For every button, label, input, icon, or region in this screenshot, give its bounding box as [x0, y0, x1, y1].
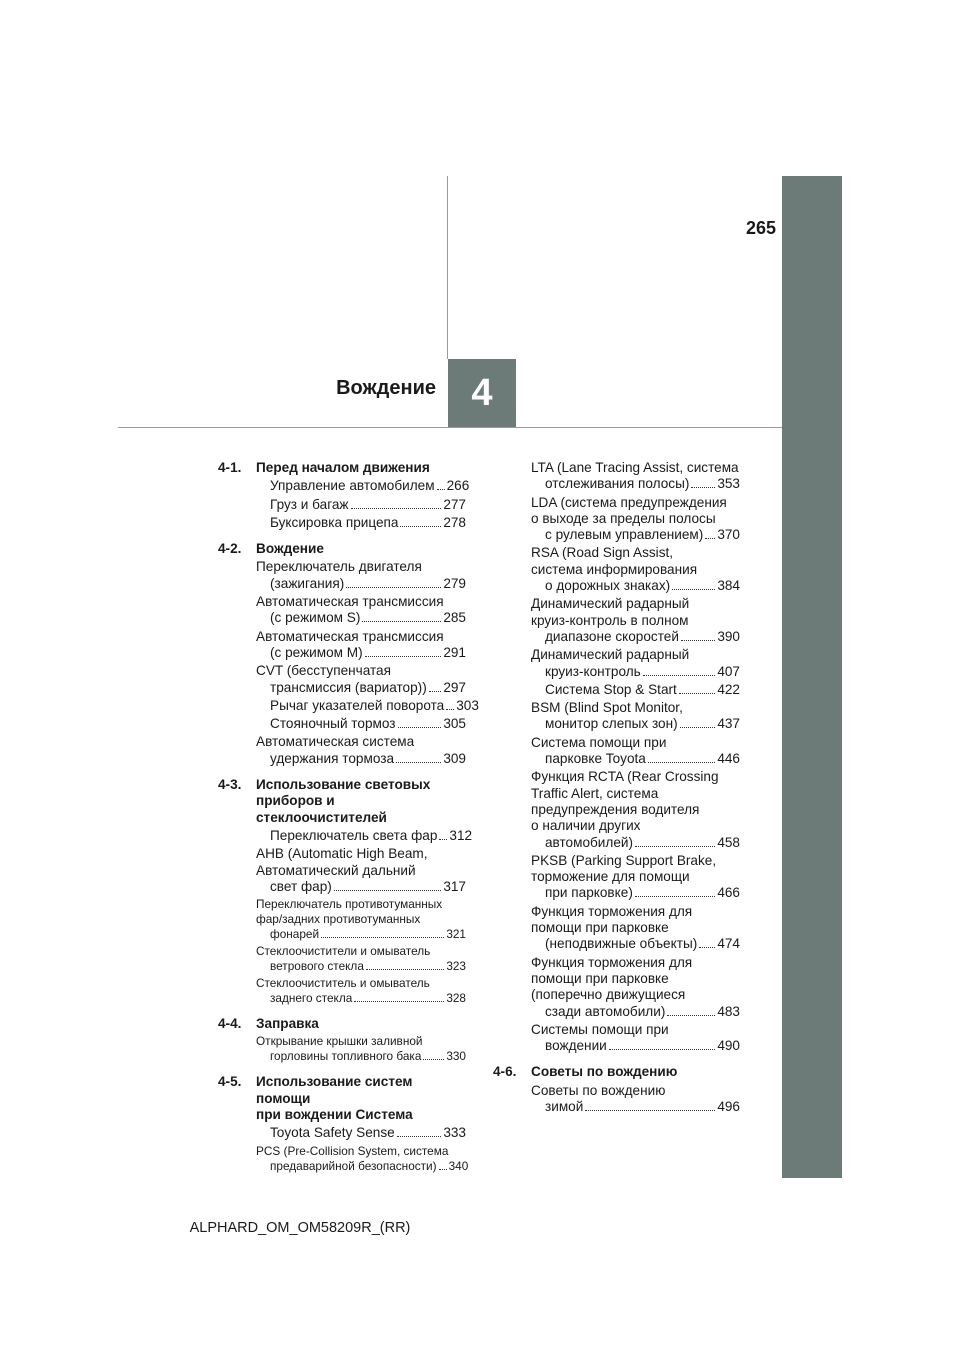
- toc-entry[interactable]: [256, 1125, 466, 1141]
- section-number: 4-3.: [218, 777, 242, 793]
- toc-page-number: 278: [443, 514, 466, 530]
- dot-leader: [585, 1110, 715, 1111]
- page-number: 265: [745, 218, 776, 238]
- toc-entry-line: Советы по вождению: [531, 1082, 666, 1098]
- toc-entry-text: с рулевым управлением): [545, 527, 704, 543]
- toc-page-number: 266: [446, 478, 470, 494]
- dot-leader: [354, 1001, 444, 1002]
- toc-entry-line: Динамический радарный: [531, 596, 690, 612]
- toc-entry[interactable]: [256, 559, 466, 592]
- toc-entry-text: при парковке): [545, 885, 633, 901]
- toc-entry[interactable]: [256, 515, 466, 531]
- toc-entry[interactable]: [531, 1083, 740, 1116]
- toc-entry-line: LTA (Lane Tracing Assist, система: [531, 460, 739, 475]
- toc-page-number: 490: [717, 1038, 740, 1054]
- toc-entry-tail: [270, 515, 466, 531]
- toc-page-number: 458: [717, 834, 740, 850]
- toc-entry-line: Функция торможения для: [531, 954, 693, 970]
- dot-leader: [351, 508, 442, 509]
- toc-entry[interactable]: [256, 944, 466, 974]
- toc-right-column: [493, 460, 740, 1115]
- toc-page-number: 305: [443, 716, 466, 732]
- chapter-number-block: [448, 359, 516, 427]
- toc-entry[interactable]: [531, 1022, 740, 1055]
- toc-entry-tail: [545, 1038, 740, 1054]
- toc-entry-line: о выходе за пределы полосы: [531, 510, 716, 526]
- toc-entry[interactable]: [256, 897, 466, 942]
- toc-entry[interactable]: [531, 853, 740, 902]
- dot-leader: [397, 1136, 442, 1137]
- toc-entry-line: Открывание крышки заливной: [256, 1034, 423, 1049]
- toc-section-heading: [218, 777, 466, 826]
- toc-entry-tail: [545, 578, 740, 594]
- section-title-line: при вождении Система: [256, 1107, 413, 1123]
- toc-entry-text: ветрового стекла: [270, 959, 364, 974]
- toc-entry[interactable]: [256, 1143, 469, 1174]
- toc-entry-line: Автоматическая трансмиссия: [256, 628, 444, 644]
- section-title-line: Заправка: [256, 1016, 319, 1032]
- toc-entry-line: предупреждения водителя: [531, 801, 700, 817]
- toc-page-number: 297: [443, 679, 466, 695]
- dot-leader: [396, 762, 441, 763]
- toc-page-number: 422: [717, 681, 740, 697]
- toc-entry-text: горловины топливного бака: [270, 1049, 422, 1064]
- vertical-rule: [447, 176, 448, 359]
- toc-page-number: 321: [446, 927, 466, 942]
- toc-section-heading: [218, 1074, 466, 1123]
- dot-leader: [446, 709, 454, 710]
- toc-entry[interactable]: [531, 596, 740, 645]
- toc-entry[interactable]: [531, 647, 740, 680]
- toc-entry[interactable]: [256, 478, 470, 494]
- section-number: 4-6.: [493, 1064, 517, 1080]
- toc-entry-text: Переключатель света фар: [270, 827, 438, 843]
- toc-page-number: 474: [717, 936, 740, 952]
- toc-entry[interactable]: [531, 495, 740, 544]
- toc-entry-line: помощи при парковке: [531, 970, 669, 986]
- toc-entry-line: Автоматический дальний: [256, 862, 416, 878]
- dot-leader: [437, 489, 445, 490]
- dot-leader: [362, 621, 441, 622]
- dot-leader: [400, 526, 441, 527]
- toc-entry-tail: [270, 1158, 469, 1174]
- toc-entry-line: Динамический радарный: [531, 647, 690, 663]
- toc-entry-line: LDA (система предупреждения: [531, 494, 727, 510]
- toc-entry-text: удержания тормоза: [270, 750, 395, 766]
- dot-leader: [439, 839, 447, 840]
- toc-page-number: 496: [717, 1098, 740, 1114]
- toc-entry[interactable]: [531, 682, 740, 698]
- dot-leader: [691, 487, 715, 488]
- toc-entry-line: фар/задних противотуманных: [256, 912, 421, 927]
- toc-page-number: 446: [717, 751, 740, 767]
- toc-entry[interactable]: [256, 734, 466, 767]
- toc-entry-text: Стояночный тормоз: [270, 716, 396, 732]
- header-rule: [118, 427, 782, 428]
- toc-entry-text: заднего стекла: [270, 991, 353, 1006]
- toc-entry-tail: [270, 927, 466, 942]
- toc-entry-text: трансмиссия (вариатор)): [270, 679, 427, 695]
- toc-page-number: 323: [446, 959, 466, 974]
- toc-page-number: 312: [449, 827, 473, 843]
- dot-leader: [667, 1015, 715, 1016]
- toc-entry[interactable]: [531, 460, 740, 493]
- toc-entry[interactable]: [256, 663, 466, 696]
- dot-leader: [609, 1049, 716, 1050]
- toc-entry-tail: [270, 959, 466, 974]
- dot-leader: [648, 762, 715, 763]
- toc-entry-line: Переключатель двигателя: [256, 559, 422, 575]
- toc-entry-tail: [545, 664, 740, 680]
- toc-entry-tail: [545, 751, 740, 767]
- dot-leader: [423, 1059, 444, 1060]
- toc-entry-line: Переключатель противотуманных: [256, 897, 443, 912]
- toc-page-number: 466: [717, 885, 740, 901]
- footer-document-code: ALPHARD_OM_OM58209R_(RR): [189, 1220, 411, 1236]
- dot-leader: [680, 727, 716, 728]
- dot-leader: [346, 587, 441, 588]
- toc-entry-line: Стеклоочиститель и омыватель: [256, 976, 430, 991]
- toc-left-column: [218, 460, 479, 1174]
- toc-page-number: 437: [717, 716, 740, 732]
- toc-entry[interactable]: [256, 497, 466, 513]
- footer: [0, 1220, 600, 1236]
- chapter-side-tab: [782, 176, 842, 1178]
- toc-entry-tail: [270, 697, 479, 714]
- section-number: 4-4.: [218, 1016, 242, 1032]
- toc-entry[interactable]: [256, 1034, 466, 1064]
- toc-entry-text: зимой: [545, 1098, 584, 1114]
- dot-leader: [635, 846, 715, 847]
- dot-leader: [429, 691, 442, 692]
- toc-entry-line: система информирования: [531, 561, 698, 577]
- toc-entry-line: Автоматическая трансмиссия: [256, 594, 444, 610]
- toc-entry-text: о дорожных знаках): [545, 578, 671, 594]
- toc-entry-text: фонарей: [270, 927, 320, 942]
- toc-entry[interactable]: [531, 735, 740, 768]
- toc-entry-text: сзади автомобили): [545, 1003, 666, 1019]
- toc-entry-text: (зажигания): [270, 575, 345, 591]
- toc-entry-line: PCS (Pre-Collision System, система: [256, 1143, 449, 1158]
- toc-entry[interactable]: [531, 545, 740, 594]
- dot-leader: [699, 947, 715, 948]
- toc-entry-text: монитор слепых зон): [545, 716, 678, 732]
- toc-entry-line: (поперечно движущиеся: [531, 987, 686, 1003]
- toc-entry-line: RSA (Road Sign Assist,: [531, 545, 674, 561]
- toc-entry-tail: [545, 1099, 740, 1115]
- toc-page-number: 333: [443, 1125, 466, 1141]
- toc-entry-tail: [270, 478, 470, 494]
- toc-section-heading: [218, 460, 466, 476]
- toc-entry-line: Traffic Alert, система: [531, 785, 659, 801]
- toc-page-number: 277: [443, 496, 466, 512]
- toc-entry-line: AHB (Automatic High Beam,: [256, 846, 428, 862]
- toc-entry-text: Буксировка прицепа: [270, 514, 399, 530]
- toc-entry-tail: [545, 476, 740, 492]
- toc-entry[interactable]: [256, 697, 479, 714]
- toc-entry[interactable]: [531, 769, 740, 850]
- toc-entry-tail: [270, 497, 466, 513]
- dot-leader: [334, 890, 442, 891]
- toc-entry-line: Система помощи при: [531, 734, 667, 750]
- toc-entry-tail: [545, 1004, 740, 1020]
- section-title-line: Использование систем помощи: [256, 1074, 413, 1106]
- dot-leader: [672, 589, 715, 590]
- section-number: 4-1.: [218, 460, 242, 475]
- toc-page-number: 317: [443, 878, 466, 894]
- toc-entry-line: Системы помощи при: [531, 1021, 669, 1037]
- toc-section-heading: [218, 541, 466, 557]
- toc-page-number: 285: [443, 610, 466, 626]
- dot-leader: [439, 1169, 447, 1170]
- toc-entry-text: (неподвижные объекты): [545, 936, 698, 952]
- dot-leader: [398, 727, 442, 728]
- toc-entry-text: (с режимом S): [270, 610, 361, 626]
- toc-entry[interactable]: [256, 846, 466, 895]
- toc-page-number: 353: [717, 476, 740, 492]
- toc-entry[interactable]: [256, 594, 466, 627]
- toc-entry-line: BSM (Blind Spot Monitor,: [531, 700, 683, 716]
- toc-page-number: 328: [446, 991, 466, 1006]
- toc-entry[interactable]: [256, 976, 466, 1006]
- toc-entry-text: автомобилей): [545, 834, 634, 850]
- dot-leader: [366, 969, 444, 970]
- toc-page-number: 303: [456, 697, 479, 713]
- toc-entry-text: Груз и багаж: [270, 496, 349, 512]
- toc-entry-tail: [545, 629, 740, 645]
- section-title-line: приборов и стеклоочистителей: [256, 793, 387, 825]
- dot-leader: [635, 896, 715, 897]
- dot-leader: [365, 656, 442, 657]
- toc-entry-text: вождении: [545, 1038, 607, 1054]
- toc-entry-tail: [545, 835, 740, 851]
- toc-entry-text: круиз-контроль: [545, 663, 641, 679]
- toc-entry-text: (с режимом M): [270, 644, 363, 660]
- toc-entry-line: торможение для помощи: [531, 869, 690, 885]
- dot-leader: [321, 937, 444, 938]
- toc-entry-text: отслеживания полосы): [545, 476, 690, 492]
- toc-entry-line: Стеклоочистители и омыватель: [256, 944, 431, 959]
- toc-page-number: 407: [717, 663, 740, 679]
- toc-entry[interactable]: [256, 629, 466, 662]
- toc-page-number: 370: [717, 527, 740, 543]
- toc-page-number: 483: [717, 1003, 740, 1019]
- toc-page-number: 309: [443, 750, 466, 766]
- toc-entry-tail: [270, 827, 473, 844]
- toc-entry[interactable]: [531, 955, 740, 1020]
- section-title-line: Перед началом движения: [256, 460, 430, 475]
- section-title-line: Использование световых: [256, 777, 431, 793]
- section-number: 4-2.: [218, 541, 242, 557]
- toc-entry-line: помощи при парковке: [531, 920, 669, 936]
- toc-entry-tail: [270, 1125, 466, 1141]
- toc-entry-tail: [270, 751, 466, 767]
- toc-entry[interactable]: [531, 904, 740, 953]
- toc-entry-tail: [545, 936, 740, 952]
- toc-entry[interactable]: [256, 827, 473, 844]
- toc-entry-tail: [270, 610, 466, 626]
- toc-entry-tail: [270, 716, 466, 732]
- toc-entry[interactable]: [256, 716, 466, 732]
- toc-entry[interactable]: [531, 700, 740, 733]
- toc-entry-line: PKSB (Parking Support Brake,: [531, 852, 717, 868]
- section-title-line: Вождение: [256, 541, 324, 557]
- toc-entry-tail: [545, 527, 740, 543]
- toc-entry-tail: [270, 991, 466, 1006]
- toc-section-heading: [493, 1064, 740, 1080]
- toc-entry-line: CVT (бесступенчатая: [256, 663, 391, 679]
- toc-entry-tail: [270, 1049, 466, 1064]
- toc-section-heading: [218, 1016, 466, 1032]
- toc-page-number: 330: [446, 1049, 466, 1064]
- toc-entry-line: Автоматическая система: [256, 734, 415, 750]
- chapter-number: 4: [471, 371, 493, 414]
- toc-page-number: 384: [717, 578, 740, 594]
- toc-entry-tail: [270, 680, 466, 696]
- toc-page-number: 390: [717, 628, 740, 644]
- dot-leader: [705, 538, 715, 539]
- toc-entry-text: парковке Toyota: [545, 751, 646, 767]
- toc-entry-tail: [270, 576, 466, 592]
- toc-entry-line: Функция торможения для: [531, 903, 693, 919]
- section-number: 4-5.: [218, 1074, 242, 1090]
- toc-entry-tail: [545, 682, 740, 698]
- toc-entry-text: свет фар): [270, 878, 332, 894]
- toc-entry-text: предаварийной безопасности): [270, 1158, 437, 1173]
- toc-page-number: 291: [443, 644, 466, 660]
- dot-leader: [643, 675, 716, 676]
- toc-entry-tail: [270, 879, 466, 895]
- toc-entry-text: диапазоне скоростей: [545, 628, 679, 644]
- toc-page-number: 279: [443, 575, 466, 591]
- dot-leader: [679, 693, 715, 694]
- toc-entry-tail: [545, 716, 740, 732]
- toc-entry-text: Рычаг указателей поворота: [270, 697, 445, 713]
- toc-entry-tail: [545, 885, 740, 901]
- section-title-line: Советы по вождению: [531, 1064, 678, 1080]
- toc-entry-line: Функция RCTA (Rear Crossing: [531, 769, 719, 785]
- toc-entry-line: о наличии других: [531, 818, 641, 834]
- chapter-title: Вождение: [336, 377, 436, 399]
- toc-entry-text: Toyota Safety Sense: [270, 1125, 395, 1141]
- toc-entry-line: круиз-контроль в полном: [531, 612, 689, 628]
- dot-leader: [681, 640, 715, 641]
- toc-entry-tail: [270, 645, 466, 661]
- toc-page-number: 340: [448, 1158, 469, 1173]
- toc-entry-text: Система Stop & Start: [545, 681, 677, 697]
- toc-entry-text: Управление автомобилем: [270, 478, 435, 494]
